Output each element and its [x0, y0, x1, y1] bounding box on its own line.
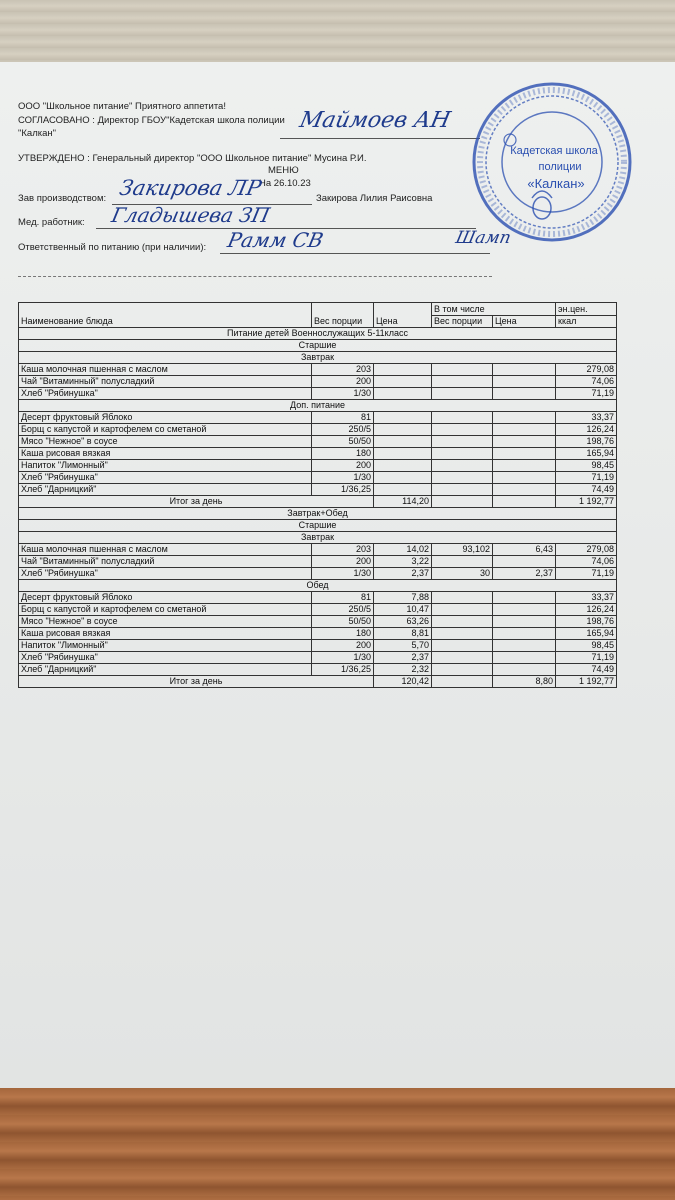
dish-kcal: 198,76 [556, 436, 617, 448]
dish-weight: 200 [312, 460, 374, 472]
total-row [19, 676, 617, 688]
responsible-signature: Рамм СВ [225, 228, 326, 252]
dish-name: Чай "Витаминный" полусладкий [19, 376, 312, 388]
dish-including-weight [432, 388, 493, 400]
medic-label: Мед. работник: [18, 217, 85, 228]
dish-including-price [493, 472, 556, 484]
stamp-text-2: полиции [538, 161, 582, 173]
dish-including-price: 2,37 [493, 568, 556, 580]
dish-name: Борщ с капустой и картофелем со сметаной [19, 424, 312, 436]
dish-including-weight [432, 376, 493, 388]
dish-including-weight [432, 556, 493, 568]
dish-kcal: 74,06 [556, 376, 617, 388]
dish-weight: 203 [312, 544, 374, 556]
dish-name: Напиток "Лимонный" [19, 640, 312, 652]
dish-price: 2,37 [374, 652, 432, 664]
dish-weight: 180 [312, 448, 374, 460]
dish-kcal: 74,49 [556, 484, 617, 496]
dish-kcal: 71,19 [556, 568, 617, 580]
agreed-line: СОГЛАСОВАНО : Директор ГБОУ"Кадетская школа полиции [18, 115, 285, 126]
total-kcal: 1 192,77 [556, 676, 617, 688]
dish-including-price [493, 604, 556, 616]
dish-including-price [493, 616, 556, 628]
dish-weight: 203 [312, 364, 374, 376]
table-row [19, 484, 617, 496]
dish-kcal: 98,45 [556, 640, 617, 652]
dish-including-price [493, 484, 556, 496]
section-row [19, 532, 617, 544]
dish-price: 10,47 [374, 604, 432, 616]
dish-price [374, 412, 432, 424]
total-empty-cell [432, 496, 493, 508]
menu-table [18, 302, 617, 688]
dish-weight: 200 [312, 640, 374, 652]
dish-price: 5,70 [374, 640, 432, 652]
dish-name: Каша молочная пшенная с маслом [19, 544, 312, 556]
table-row [19, 412, 617, 424]
total-empty-cell [432, 676, 493, 688]
dish-including-weight [432, 448, 493, 460]
header-price: Цена [374, 303, 432, 328]
dish-including-weight [432, 616, 493, 628]
dish-price: 3,22 [374, 556, 432, 568]
table-row [19, 472, 617, 484]
total-including-price: 8,80 [493, 676, 556, 688]
dish-price [374, 472, 432, 484]
dish-weight: 50/50 [312, 436, 374, 448]
header-including-price: Цена [493, 315, 556, 328]
dish-name: Хлеб "Рябинушка" [19, 568, 312, 580]
dish-including-weight [432, 424, 493, 436]
dish-including-price [493, 424, 556, 436]
header-energy-unit: ккал [556, 315, 617, 328]
dish-price [374, 484, 432, 496]
official-stamp [470, 80, 635, 245]
dish-kcal: 279,08 [556, 544, 617, 556]
dish-price [374, 460, 432, 472]
dish-kcal: 198,76 [556, 616, 617, 628]
table-row [19, 544, 617, 556]
dish-weight: 180 [312, 628, 374, 640]
header-including: В том числе [432, 303, 556, 316]
table-row [19, 424, 617, 436]
production-name: Закирова Лилия Раисовна [316, 193, 433, 204]
total-including-price [493, 496, 556, 508]
table-surface-bottom [0, 1088, 675, 1200]
table-row [19, 448, 617, 460]
dish-price [374, 364, 432, 376]
dish-name: Хлеб "Дарницкий" [19, 484, 312, 496]
dish-including-weight [432, 604, 493, 616]
dish-kcal: 126,24 [556, 424, 617, 436]
section-title: Завтрак [19, 532, 617, 544]
total-row [19, 496, 617, 508]
table-surface-top [0, 0, 675, 62]
dish-kcal: 165,94 [556, 628, 617, 640]
section-row [19, 508, 617, 520]
table-header-row-1 [19, 303, 617, 316]
dish-name: Каша рисовая вязкая [19, 628, 312, 640]
dish-including-price [493, 640, 556, 652]
stamp-text-3: «Калкан» [527, 176, 585, 191]
dish-kcal: 279,08 [556, 364, 617, 376]
dish-including-weight: 30 [432, 568, 493, 580]
dish-price: 8,81 [374, 628, 432, 640]
dish-name: Хлеб "Дарницкий" [19, 664, 312, 676]
table-row [19, 556, 617, 568]
stamp-text-1: Кадетская школа [510, 145, 598, 157]
dish-name: Чай "Витаминный" полусладкий [19, 556, 312, 568]
header-including-weight: Вес порции [432, 315, 493, 328]
dish-including-price [493, 628, 556, 640]
dish-including-weight [432, 628, 493, 640]
dish-including-weight: 93,102 [432, 544, 493, 556]
agreed-line-school: "Калкан" [18, 128, 56, 139]
section-row [19, 580, 617, 592]
dish-price [374, 388, 432, 400]
dish-price: 7,88 [374, 592, 432, 604]
dish-weight: 1/36,25 [312, 664, 374, 676]
table-row [19, 664, 617, 676]
section-title: Обед [19, 580, 617, 592]
dish-weight: 50/50 [312, 616, 374, 628]
dish-weight: 200 [312, 376, 374, 388]
dish-weight: 1/36,25 [312, 484, 374, 496]
dish-including-price [493, 592, 556, 604]
production-label: Зав производством: [18, 193, 107, 204]
section-row [19, 352, 617, 364]
dish-including-price [493, 436, 556, 448]
dish-kcal: 71,19 [556, 472, 617, 484]
dish-name: Хлеб "Рябинушка" [19, 472, 312, 484]
dish-kcal: 71,19 [556, 388, 617, 400]
section-title: Питание детей Военнослужащих 5-11класс [19, 328, 617, 340]
dish-weight: 250/5 [312, 604, 374, 616]
dish-price: 63,26 [374, 616, 432, 628]
dish-kcal: 33,37 [556, 592, 617, 604]
header-divider [18, 276, 492, 277]
dish-including-weight [432, 484, 493, 496]
dish-price [374, 424, 432, 436]
menu-date: На 26.10.23 [259, 178, 311, 189]
dish-including-weight [432, 592, 493, 604]
dish-name: Хлеб "Рябинушка" [19, 388, 312, 400]
dish-weight: 250/5 [312, 424, 374, 436]
director-signature-line [280, 138, 480, 139]
total-label: Итог за день [19, 496, 374, 508]
header-weight: Вес порции [312, 303, 374, 328]
dish-name: Хлеб "Рябинушка" [19, 652, 312, 664]
dish-including-weight [432, 652, 493, 664]
section-title: Завтрак [19, 352, 617, 364]
dish-including-weight [432, 364, 493, 376]
dish-weight: 1/30 [312, 472, 374, 484]
section-row [19, 400, 617, 412]
dish-kcal: 33,37 [556, 412, 617, 424]
menu-title: МЕНЮ [268, 165, 299, 176]
table-row [19, 568, 617, 580]
dish-name: Борщ с капустой и картофелем со сметаной [19, 604, 312, 616]
dish-weight: 81 [312, 412, 374, 424]
table-row [19, 616, 617, 628]
dish-including-price [493, 664, 556, 676]
section-title: Старшие [19, 520, 617, 532]
table-row [19, 628, 617, 640]
dish-name: Каша молочная пшенная с маслом [19, 364, 312, 376]
dish-including-price [493, 388, 556, 400]
dish-price [374, 448, 432, 460]
section-row [19, 340, 617, 352]
dish-including-weight [432, 472, 493, 484]
table-row [19, 364, 617, 376]
section-title: Завтрак+Обед [19, 508, 617, 520]
table-row [19, 592, 617, 604]
dish-price [374, 376, 432, 388]
dish-weight: 1/30 [312, 652, 374, 664]
table-row [19, 436, 617, 448]
dish-kcal: 74,49 [556, 664, 617, 676]
dish-including-price: 6,43 [493, 544, 556, 556]
dish-including-price [493, 652, 556, 664]
section-title: Доп. питание [19, 400, 617, 412]
dish-weight: 1/30 [312, 568, 374, 580]
dish-weight: 200 [312, 556, 374, 568]
medic-signature: Гладышева ЗП [109, 203, 273, 227]
dish-name: Каша рисовая вязкая [19, 448, 312, 460]
production-signature: Закирова ЛР [117, 176, 264, 200]
dish-including-price [493, 376, 556, 388]
dish-including-price [493, 412, 556, 424]
company-line: ООО "Школьное питание" Приятного аппетита! [18, 101, 226, 112]
dish-name: Напиток "Лимонный" [19, 460, 312, 472]
dish-including-price [493, 556, 556, 568]
director-signature: Маймоев АН [297, 108, 453, 133]
dish-price: 2,37 [374, 568, 432, 580]
table-row [19, 388, 617, 400]
dish-including-weight [432, 412, 493, 424]
responsible-signature-line [220, 253, 490, 254]
dish-price: 2,32 [374, 664, 432, 676]
table-row [19, 652, 617, 664]
dish-weight: 81 [312, 592, 374, 604]
dish-price: 14,02 [374, 544, 432, 556]
dish-including-weight [432, 640, 493, 652]
dish-including-weight [432, 460, 493, 472]
table-row [19, 604, 617, 616]
section-row [19, 328, 617, 340]
responsible-label: Ответственный по питанию (при наличии): [18, 242, 207, 253]
dish-including-price [493, 448, 556, 460]
dish-name: Десерт фруктовый Яблоко [19, 592, 312, 604]
dish-including-weight [432, 664, 493, 676]
total-label: Итог за день [19, 676, 374, 688]
header-dish-name: Наименование блюда [19, 303, 312, 328]
section-row [19, 520, 617, 532]
dish-kcal: 126,24 [556, 604, 617, 616]
header-energy: эн.цен. [556, 303, 617, 316]
dish-kcal: 71,19 [556, 652, 617, 664]
approved-line: УТВЕРЖДЕНО : Генеральный директор "ООО Школьное питание" Мусина Р.И. [18, 153, 367, 164]
responsible-mark: Шамп [453, 228, 513, 248]
dish-kcal: 74,06 [556, 556, 617, 568]
total-price: 120,42 [374, 676, 432, 688]
table-row [19, 460, 617, 472]
dish-kcal: 98,45 [556, 460, 617, 472]
total-kcal: 1 192,77 [556, 496, 617, 508]
dish-including-weight [432, 436, 493, 448]
dish-including-price [493, 460, 556, 472]
dish-weight: 1/30 [312, 388, 374, 400]
dish-name: Мясо "Нежное" в соусе [19, 436, 312, 448]
dish-price [374, 436, 432, 448]
dish-kcal: 165,94 [556, 448, 617, 460]
dish-name: Мясо "Нежное" в соусе [19, 616, 312, 628]
table-row [19, 376, 617, 388]
section-title: Старшие [19, 340, 617, 352]
dish-name: Десерт фруктовый Яблоко [19, 412, 312, 424]
dish-including-price [493, 364, 556, 376]
total-price: 114,20 [374, 496, 432, 508]
table-row [19, 640, 617, 652]
